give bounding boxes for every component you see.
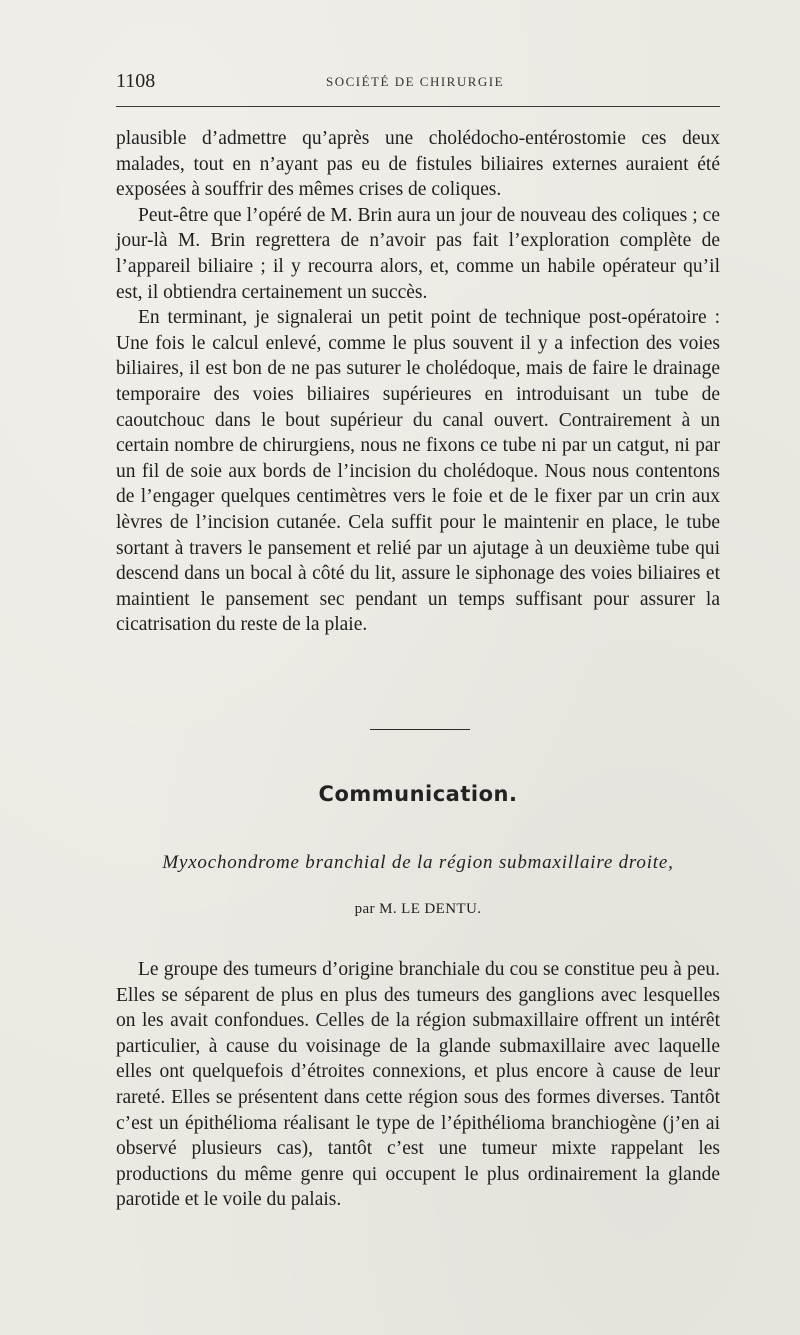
section-divider bbox=[370, 729, 470, 730]
page-header bbox=[116, 70, 720, 96]
author-byline: par M. LE DENTU. bbox=[354, 901, 482, 917]
paragraph: Le groupe des tumeurs d’origine branchiale du cou se constitue peu à peu. Elles se séparent de plus en plus des tumeurs des ganglions avec lesquelles on les avait confondues. Celles de la région submaxillaire offrent un intérêt particulier, à cause du voisinage de la glande submaxillaire avec laquelle elles ont quelquefois d’étroites connexions, et plus encore à cause de leur rareté. Elles se présentent dans cette région sous des formes diverses. Tantôt c’est un épithélioma réalisant le type de l’épithélioma branchiogène (j’en ai observé plusieurs cas), tantôt c’est une tumeur mixte rappelant les productions du même genre qui occupent le plus ordinairement la glande parotide et le voile du palais. bbox=[116, 959, 720, 1211]
header-rule bbox=[116, 106, 720, 107]
running-head: SOCIÉTÉ DE CHIRURGIE bbox=[326, 74, 505, 89]
paragraph: Peut-être que l’opéré de M. Brin aura un jour de nouveau des coliques ; ce jour-là M. Brin regrettera de n’avoir pas fait l’exploration complète de l’appareil biliaire ; il y recourra alors, et, comme un habile opérateur qu’il est, il obtiendra certainement un succès. bbox=[116, 204, 720, 303]
paragraph: plausible d’admettre qu’après une cholédocho-entérostomie ces deux malades, tout en n’ayant pas eu de fistules biliaires externes auraient été exposées à souffrir des mêmes crises de coliques. bbox=[116, 128, 720, 201]
communication-text bbox=[116, 957, 720, 1213]
paragraph: En terminant, je signalerai un petit point de technique post-opératoire : Une fois le calcul enlevé, comme le plus souvent il y a infection des voies biliaires, il est bon de ne pas suturer le cholédoque, mais de faire le drainage temporaire des voies biliaires supérieures en introduisant un tube de caoutchouc dans le bout supérieur du canal ouvert. Contrairement à un certain nombre de chirurgiens, nous ne fixons ce tube ni par un catgut, ni par un fil de soie aux bords de l’incision du cholédoque. Nous nous contentons de l’engager quelques centimètres vers le foie et de le fixer par un crin aux lèvres de l’incision cutanée. Cela suffit pour le maintenir en place, le tube sortant à travers le pansement et relié par un ajutage à un deuxième tube qui descend dans un bocal à côté du lit, assure le siphonage des voies biliaires et maintient le pansement sec pendant un temps suffisant pour assurer la cicatrisation du reste de la plaie. bbox=[116, 307, 720, 636]
section-heading: Communication. bbox=[318, 782, 518, 806]
page-number: 1108 bbox=[116, 70, 156, 92]
discussion-text bbox=[116, 126, 720, 638]
article-title: Myxochondrome branchial de la région submaxillaire droite, bbox=[162, 852, 674, 873]
